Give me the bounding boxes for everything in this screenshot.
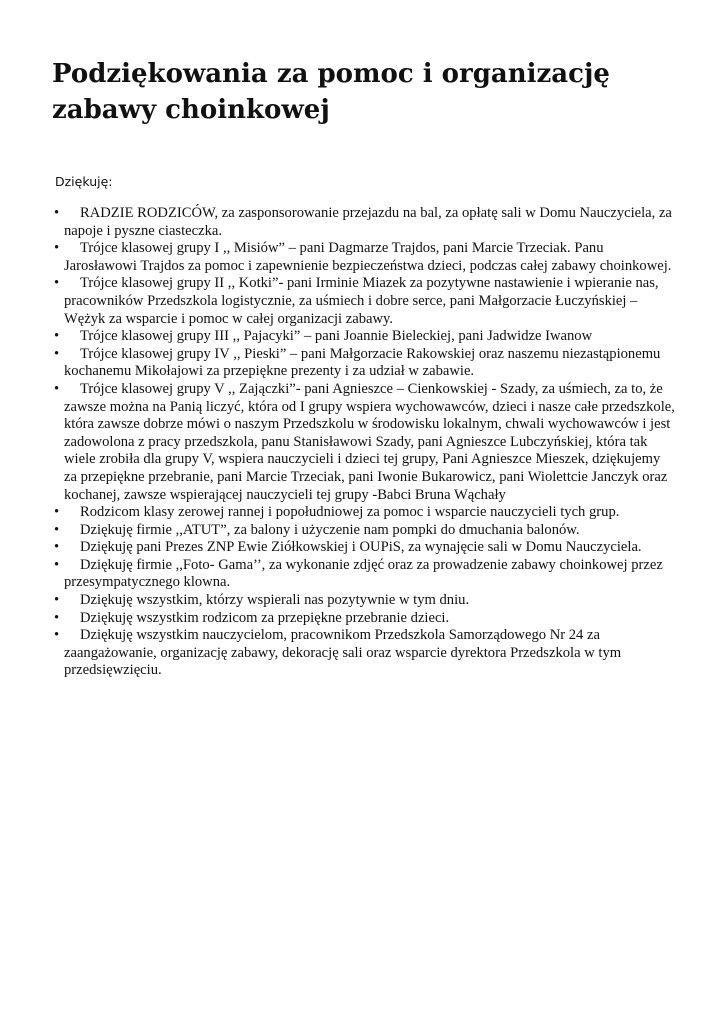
list-item-text: Trójce klasowej grupy III ,, Pajacyki” – pani Joannie Bieleckiej, pani Jadwidze Iwanow (80, 328, 593, 345)
list-item (54, 609, 676, 628)
list-item-text: Dziękuję firmie ,,Foto- Gama’’, za wykonanie zdjęć oraz za prowadzenie zabawy choinkowej przez przesympatycznego klowna. (64, 556, 663, 591)
bullet-icon: • (54, 240, 60, 257)
list-item (54, 539, 676, 557)
list-item-text: Trójce klasowej grupy I ,, Misiów” – pani Dagmarze Trajdos, pani Marcie Trzeciak. Panu Jarosławowi Trajdos za pomoc i zapewnienie bezpieczeństwa dzieci, podczas całej zabawy choinkowej. (64, 240, 672, 274)
list-item (54, 205, 676, 240)
list-item-text: Trójce klasowej grupy IV ,, Pieski” – pani Małgorzacie Rakowskiej oraz naszemu niezastąpionemu kochanemu Mikołajowi za przepiękne prezenty i za udział w zabawie. (64, 345, 661, 380)
bullet-icon: • (54, 328, 60, 345)
bullet-icon: • (54, 521, 60, 538)
list-item-text: Dziękuję wszystkim nauczycielom, pracownikom Przedszkola Samorządowego Nr 24 za zaangażowanie, organizację zabawy, dekorację sali oraz wsparcie dyrektora Przedszkola w tym przedsięwzięciu. (64, 627, 622, 679)
list-item (54, 275, 676, 328)
list-item-text: Dziękuję wszystkim, którzy wspierali nas pozytywnie w tym dniu. (80, 592, 470, 609)
list-item (54, 521, 676, 540)
bullet-icon: • (54, 609, 60, 626)
list-item (54, 627, 676, 680)
list-item-text: Trójce klasowej grupy II ,, Kotki”- pani Irminie Miazek za pozytywne nastawienie i wpieranie nas, pracowników Przedszkola logistycznie, za uśmiech i dobre serce, pani Małgorzacie Łuczyńskiej – Wężyk za wsparcie i pomoc w całej organizacji zabawy. (64, 275, 659, 327)
list-item (54, 504, 676, 522)
list-item-text: RADZIE RODZICÓW, za zasponsorowanie przejazdu na bal, za opłatę sali w Domu Nauczyciela, za napoje i pyszne ciasteczka. (64, 205, 672, 239)
list-item (54, 556, 676, 592)
list-item (54, 592, 676, 610)
bullet-icon: • (54, 345, 60, 362)
list-item (54, 380, 676, 504)
list-item-text: Dziękuję pani Prezes ZNP Ewie Ziółkowskiej i OUPiS, za wynajęcie sali w Domu Nauczyciela. (80, 539, 642, 556)
list-item-text: Dziękuję firmie ,,ATUT”, za balony i użyczenie nam pompki do dmuchania balonów. (80, 521, 580, 538)
list-item-text: Rodzicom klasy zerowej rannej i popołudniowej za pomoc i wsparcie nauczycieli tych grup. (80, 504, 620, 521)
bullet-icon: • (54, 504, 60, 521)
bullet-icon: • (54, 539, 60, 556)
page-title: Podziękowania za pomoc i organizację zabawy choinkowej (52, 59, 610, 125)
bullet-icon: • (54, 627, 60, 644)
bullet-icon: • (54, 275, 60, 292)
list-item-text: Dziękuję wszystkim rodzicom za przepiękne przebranie dzieci. (80, 609, 450, 626)
bullet-icon: • (54, 556, 60, 573)
list-item (54, 328, 676, 346)
bullet-icon: • (54, 205, 60, 221)
thanks-list (54, 205, 676, 680)
intro-text: Dziękuję: (55, 174, 113, 189)
bullet-icon: • (54, 592, 60, 609)
list-item-text: Trójce klasowej grupy V ,, Zajączki”- pani Agnieszce – Cienkowskiej - Szady, za uśmiech, za to, że zawsze można na Panią liczyć, która od I grupy wspiera wychowawców, dzieci i nasze całe przedszkole, która zawsze dobrze mówi o naszym Przedszkolu w środowisku lokalnym, chwali wychowawców i jest zadowolona z pracy przedszkola, panu Stanisławowi Szady, pani Agnieszce Lubczyńskiej, która tak wiele zrobiła dla grupy V, wspiera nauczycieli i dzieci tej grupy, Pani Agnieszce Mieszek, dziękujemy za przepiękne przebranie, pani Marcie Trzeciak, pani Iwonie Bukarowicz, pani Wiolettcie Janczyk oraz kochanej, zawsze wspierającej nauczycieli tej grupy -Babci Bruna Wąchały (64, 380, 675, 503)
bullet-icon: • (54, 380, 60, 397)
list-item (54, 240, 676, 275)
list-item (54, 345, 676, 381)
